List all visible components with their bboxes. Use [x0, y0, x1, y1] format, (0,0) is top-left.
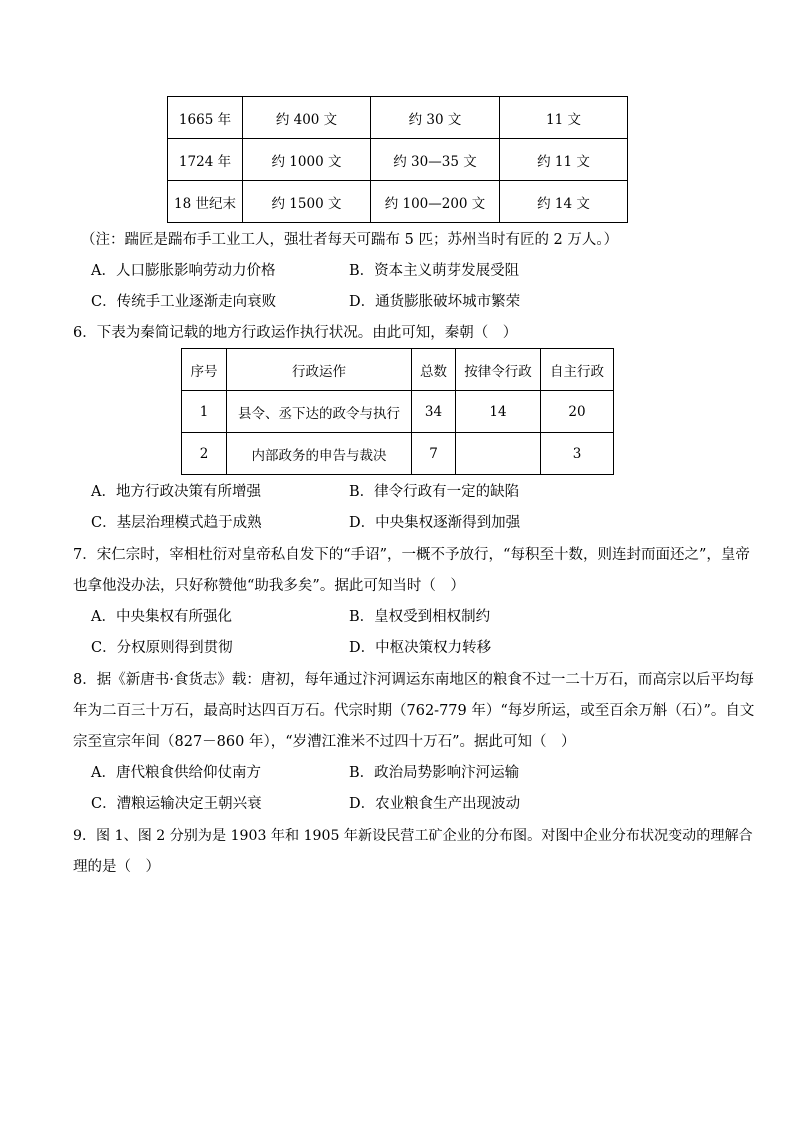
table-cell: 20 [541, 391, 614, 433]
table-cell: 34 [412, 391, 456, 433]
option-a[interactable]: A．中央集权有所强化 [91, 609, 232, 625]
table-row [182, 391, 614, 433]
table-row [168, 97, 628, 139]
table-cell: 2 [182, 433, 227, 475]
option-c[interactable]: C．分权原则得到贯彻 [91, 640, 233, 656]
table-cell: 约 11 文 [500, 139, 628, 181]
table-cell: 约 100—200 文 [371, 181, 500, 223]
table-cell: 18 世纪末 [168, 181, 243, 223]
table-header-row [182, 349, 614, 391]
table-cell: 3 [541, 433, 614, 475]
table-header: 自主行政 [541, 349, 614, 391]
option-b[interactable]: B．律令行政有一定的缺陷 [349, 484, 520, 500]
option-c[interactable]: C．漕粮运输决定王朝兴衰 [91, 796, 262, 812]
table-cell: 约 30 文 [371, 97, 500, 139]
table-cell: 1724 年 [168, 139, 243, 181]
question-8-stem: 8．据《新唐书·食货志》载：唐初，每年通过汴河调运东南地区的粮食不过一二十万石，而高宗以后平均每 [73, 672, 754, 688]
table-cell: 县令、丞下达的政令与执行 [227, 391, 412, 433]
table-row [168, 139, 628, 181]
question-7-stem-cont: 也拿他没办法，只好称赞他“助我多矣”。据此可知当时（ ） [73, 578, 465, 594]
table-cell: 11 文 [500, 97, 628, 139]
table-header: 总数 [412, 349, 456, 391]
table-cell: 约 1500 文 [243, 181, 371, 223]
table-row [168, 181, 628, 223]
table-header: 序号 [182, 349, 227, 391]
option-c[interactable]: C．传统手工业逐渐走向衰败 [91, 294, 277, 310]
table-header: 行政运作 [227, 349, 412, 391]
qin-admin-table [181, 348, 614, 475]
table-header: 按律令行政 [456, 349, 541, 391]
table-cell: 1665 年 [168, 97, 243, 139]
table-cell: 内部政务的申告与裁决 [227, 433, 412, 475]
question-7-stem: 7．宋仁宗时，宰相杜衍对皇帝私自发下的“手诏”，一概不予放行，“每积至十数，则连封而面还之”，皇帝 [73, 547, 750, 563]
question-8-stem-cont: 年为二百三十万石，最高时达四百万石。代宗时期（762-779 年）“每岁所运，或至百余万斛（石）”。自文 [73, 703, 755, 719]
price-table [167, 96, 628, 223]
table-cell: 约 1000 文 [243, 139, 371, 181]
table-cell: 1 [182, 391, 227, 433]
question-9-stem-cont: 理的是（ ） [73, 859, 160, 875]
question-6-stem: 6．下表为秦简记载的地方行政运作执行状况。由此可知，秦朝（ ） [73, 325, 518, 341]
table-cell: 14 [456, 391, 541, 433]
option-b[interactable]: B．资本主义萌芽发展受阻 [349, 263, 520, 279]
option-d[interactable]: D．农业粮食生产出现波动 [349, 796, 521, 812]
option-b[interactable]: B．皇权受到相权制约 [349, 609, 491, 625]
option-a[interactable]: A．地方行政决策有所增强 [91, 484, 261, 500]
option-a[interactable]: A．人口膨胀影响劳动力价格 [91, 263, 276, 279]
table-row [182, 433, 614, 475]
table-cell [456, 433, 541, 475]
table-cell: 约 400 文 [243, 97, 371, 139]
table-cell: 7 [412, 433, 456, 475]
table-cell: 约 14 文 [500, 181, 628, 223]
table-cell: 约 30—35 文 [371, 139, 500, 181]
question-8-stem-cont: 宗至宣宗年间（827－860 年），“岁漕江淮米不过四十万石”。据此可知（ ） [73, 734, 576, 750]
option-c[interactable]: C．基层治理模式趋于成熟 [91, 515, 262, 531]
option-a[interactable]: A．唐代粮食供给仰仗南方 [91, 765, 261, 781]
option-d[interactable]: D．中央集权逐渐得到加强 [349, 515, 521, 531]
option-d[interactable]: D．通货膨胀破坏城市繁荣 [349, 294, 521, 310]
question-9-stem: 9．图 1、图 2 分别为是 1903 年和 1905 年新设民营工矿企业的分布图。对图中企业分布状况变动的理解合 [73, 828, 753, 844]
option-b[interactable]: B．政治局势影响汴河运输 [349, 765, 520, 781]
table-note: （注：踹匠是踹布手工业工人，强壮者每天可踹布 5 匹；苏州当时有匠的 2 万人。） [81, 232, 619, 248]
option-d[interactable]: D．中枢决策权力转移 [349, 640, 492, 656]
